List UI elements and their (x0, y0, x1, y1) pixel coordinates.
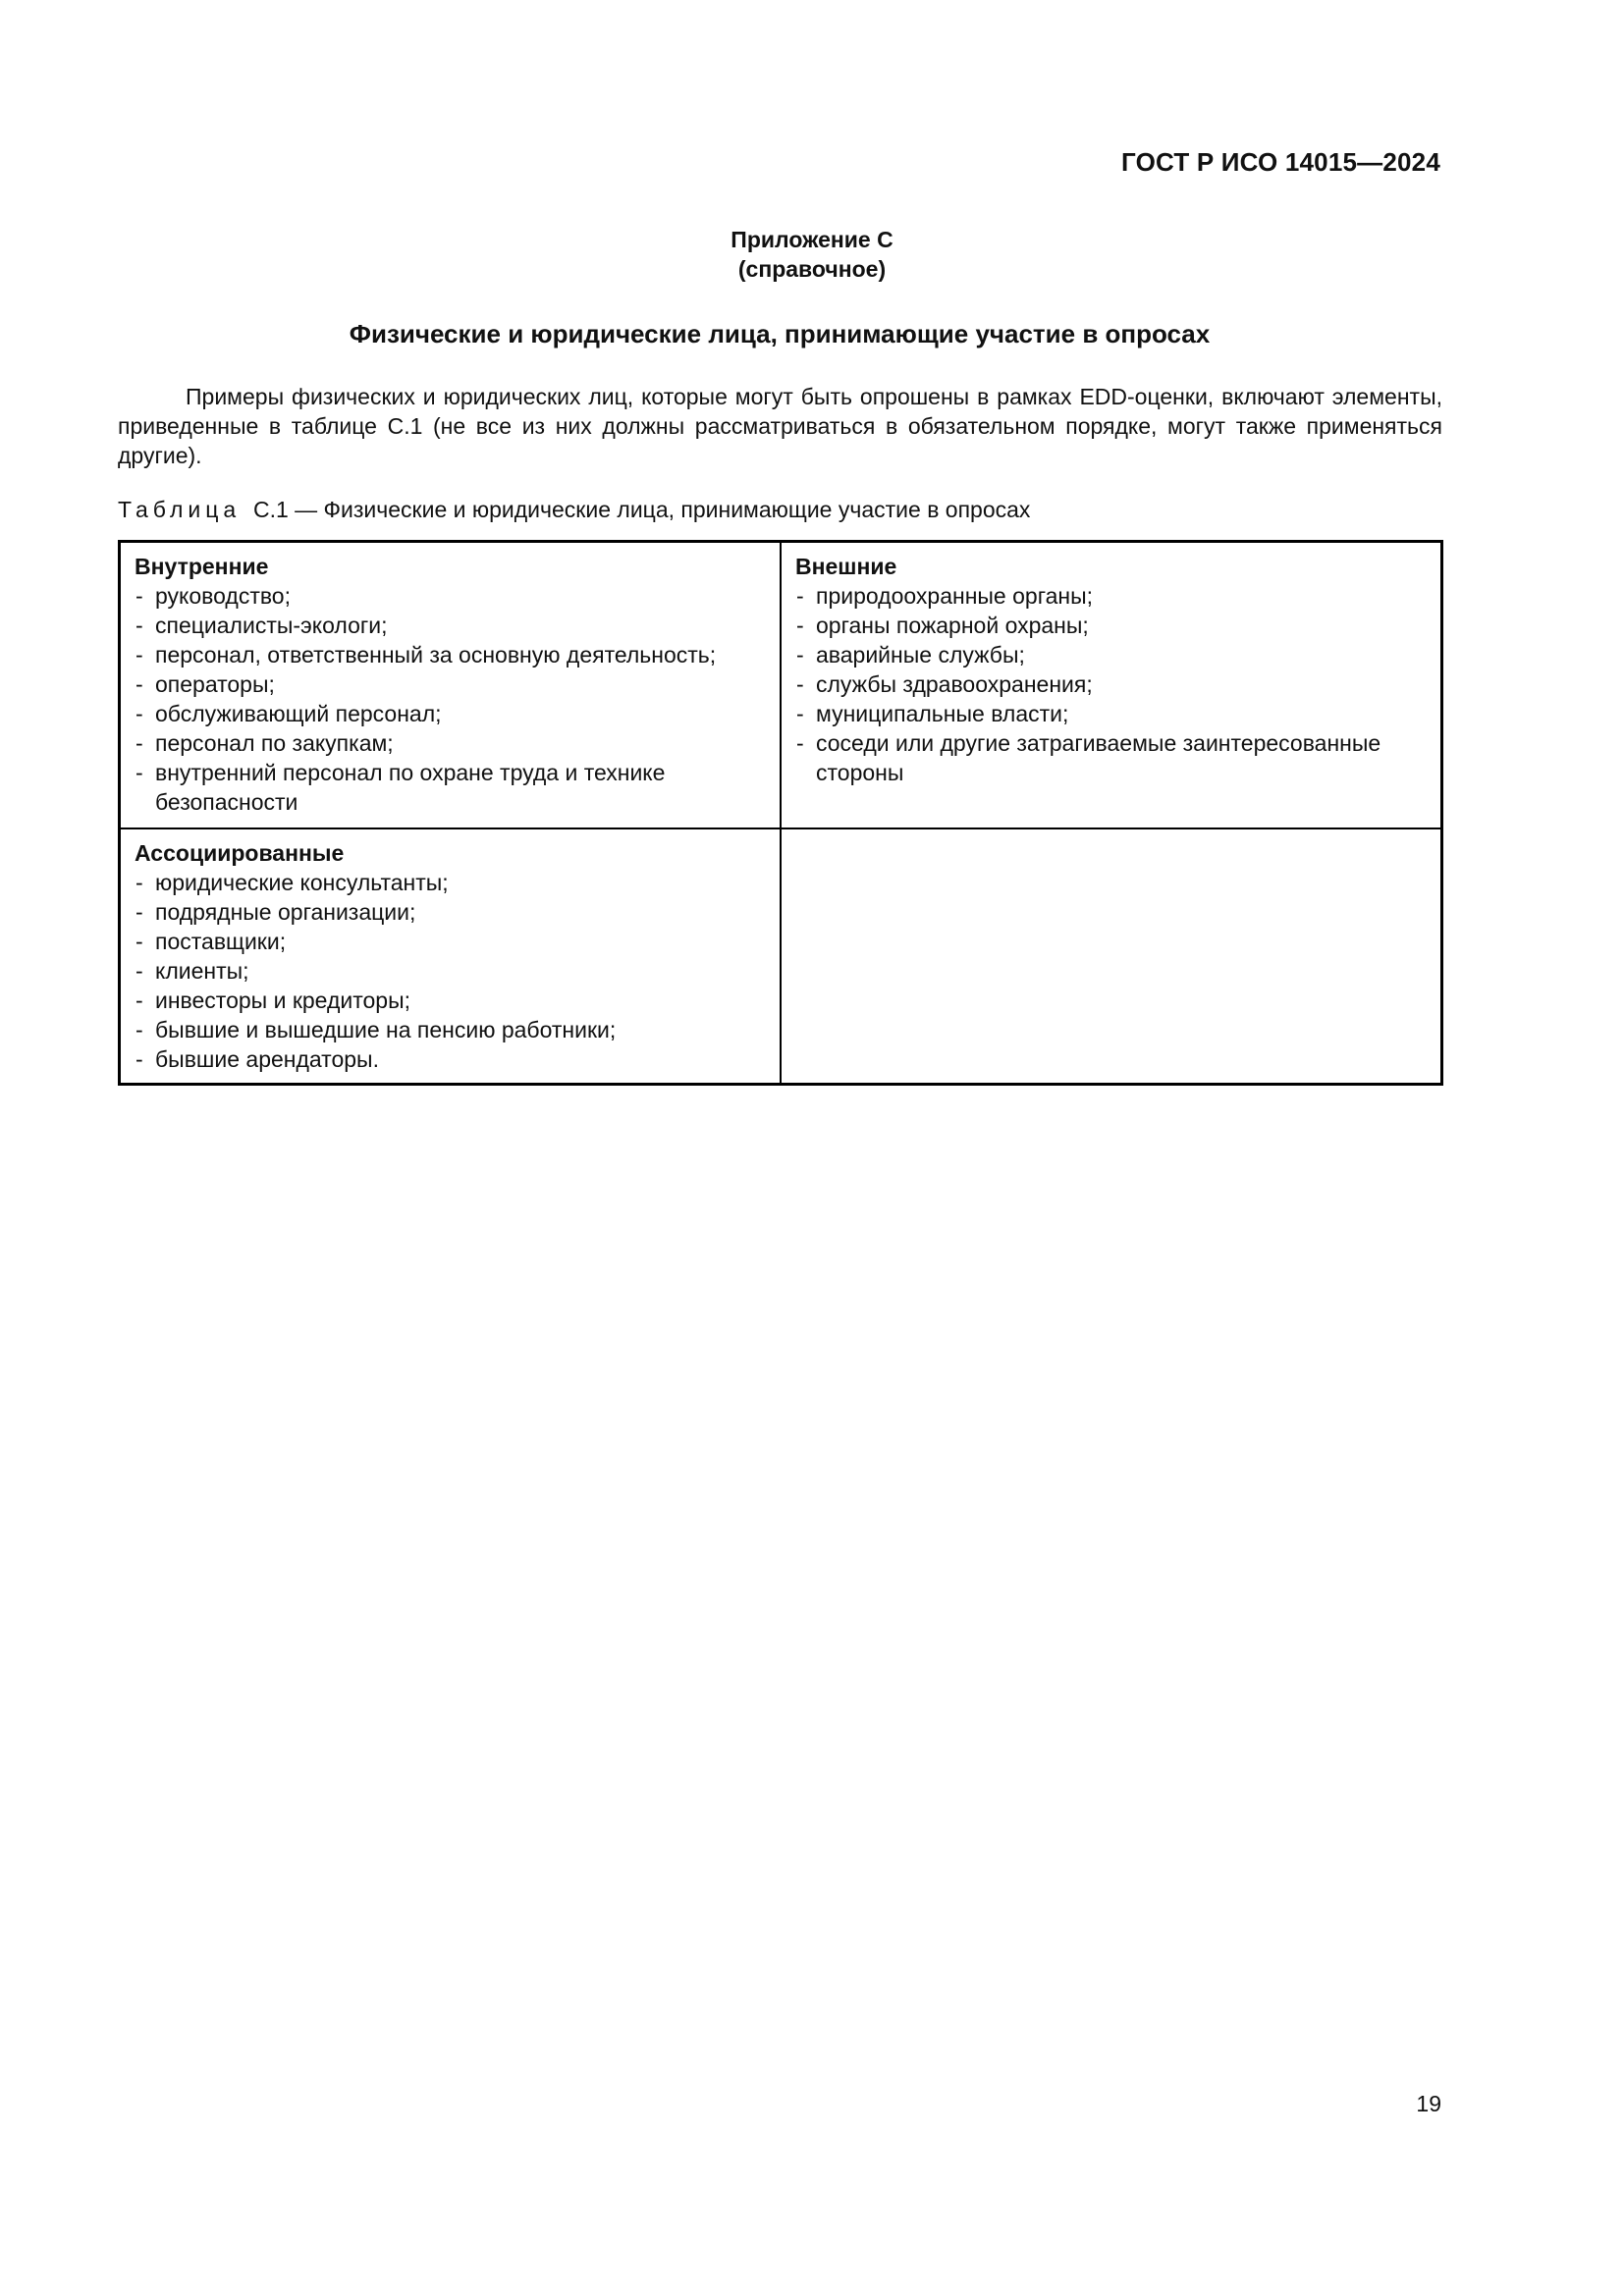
page-number: 19 (1416, 2091, 1441, 2116)
external-title: Внешние (795, 554, 897, 579)
section-title: Физические и юридические лица, принимающие участие в опросах (349, 319, 1211, 348)
list-item: - службы здравоохранения; (795, 669, 1427, 699)
list-item: - бывшие и вышедшие на пенсию работники; (135, 1015, 766, 1044)
list-item: - обслуживающий персонал; (135, 699, 766, 728)
list-item: - аварийные службы; (795, 640, 1427, 669)
list-item: - подрядные организации; (135, 897, 766, 927)
list-item: - поставщики; (135, 927, 766, 956)
table-caption-text: С.1 — Физические и юридические лица, принимающие участие в опросах (252, 497, 1031, 522)
appendix-subtitle: (справочное) (737, 256, 887, 282)
document-code: ГОСТ Р ИСО 14015—2024 (1120, 147, 1440, 177)
list-item: - руководство; (135, 581, 766, 611)
internal-cell (120, 542, 782, 829)
list-item: - персонал по закупкам; (135, 728, 766, 758)
table-row (120, 828, 1442, 1085)
external-cell (781, 542, 1442, 829)
list-item: - органы пожарной охраны; (795, 611, 1427, 640)
stakeholders-table (118, 540, 1443, 1086)
list-item: - бывшие арендаторы. (135, 1044, 766, 1074)
list-item: - операторы; (135, 669, 766, 699)
internal-list (135, 581, 766, 817)
list-item: - соседи или другие затрагиваемые заинтересованные стороны (795, 728, 1427, 787)
list-item: - внутренний персонал по охране труда и технике безопасности (135, 758, 766, 817)
list-item: - природоохранные органы; (795, 581, 1427, 611)
internal-title: Внутренние (135, 554, 269, 579)
associated-cell (120, 828, 782, 1085)
list-item: - муниципальные власти; (795, 699, 1427, 728)
list-item: - персонал, ответственный за основную деятельность; (135, 640, 766, 669)
list-item: - клиенты; (135, 956, 766, 986)
appendix-heading (0, 225, 1624, 284)
table-caption-word: Таблица (118, 497, 242, 522)
empty-cell (781, 828, 1442, 1085)
list-item: - юридические консультанты; (135, 868, 766, 897)
associated-list (135, 868, 766, 1074)
external-list (795, 581, 1427, 787)
table-row (120, 542, 1442, 829)
list-item: - специалисты-экологи; (135, 611, 766, 640)
associated-title: Ассоциированные (135, 840, 345, 866)
table-caption (118, 497, 1030, 523)
intro-paragraph: Примеры физических и юридических лиц, которые могут быть опрошены в рамках EDD-оценки, включают элементы, приведенные в таблице С.1 (не все из них должны рассматриваться в обязательном порядке, могут также применяться другие). (118, 384, 1442, 468)
appendix-title: Приложение С (731, 227, 893, 252)
list-item: - инвесторы и кредиторы; (135, 986, 766, 1015)
